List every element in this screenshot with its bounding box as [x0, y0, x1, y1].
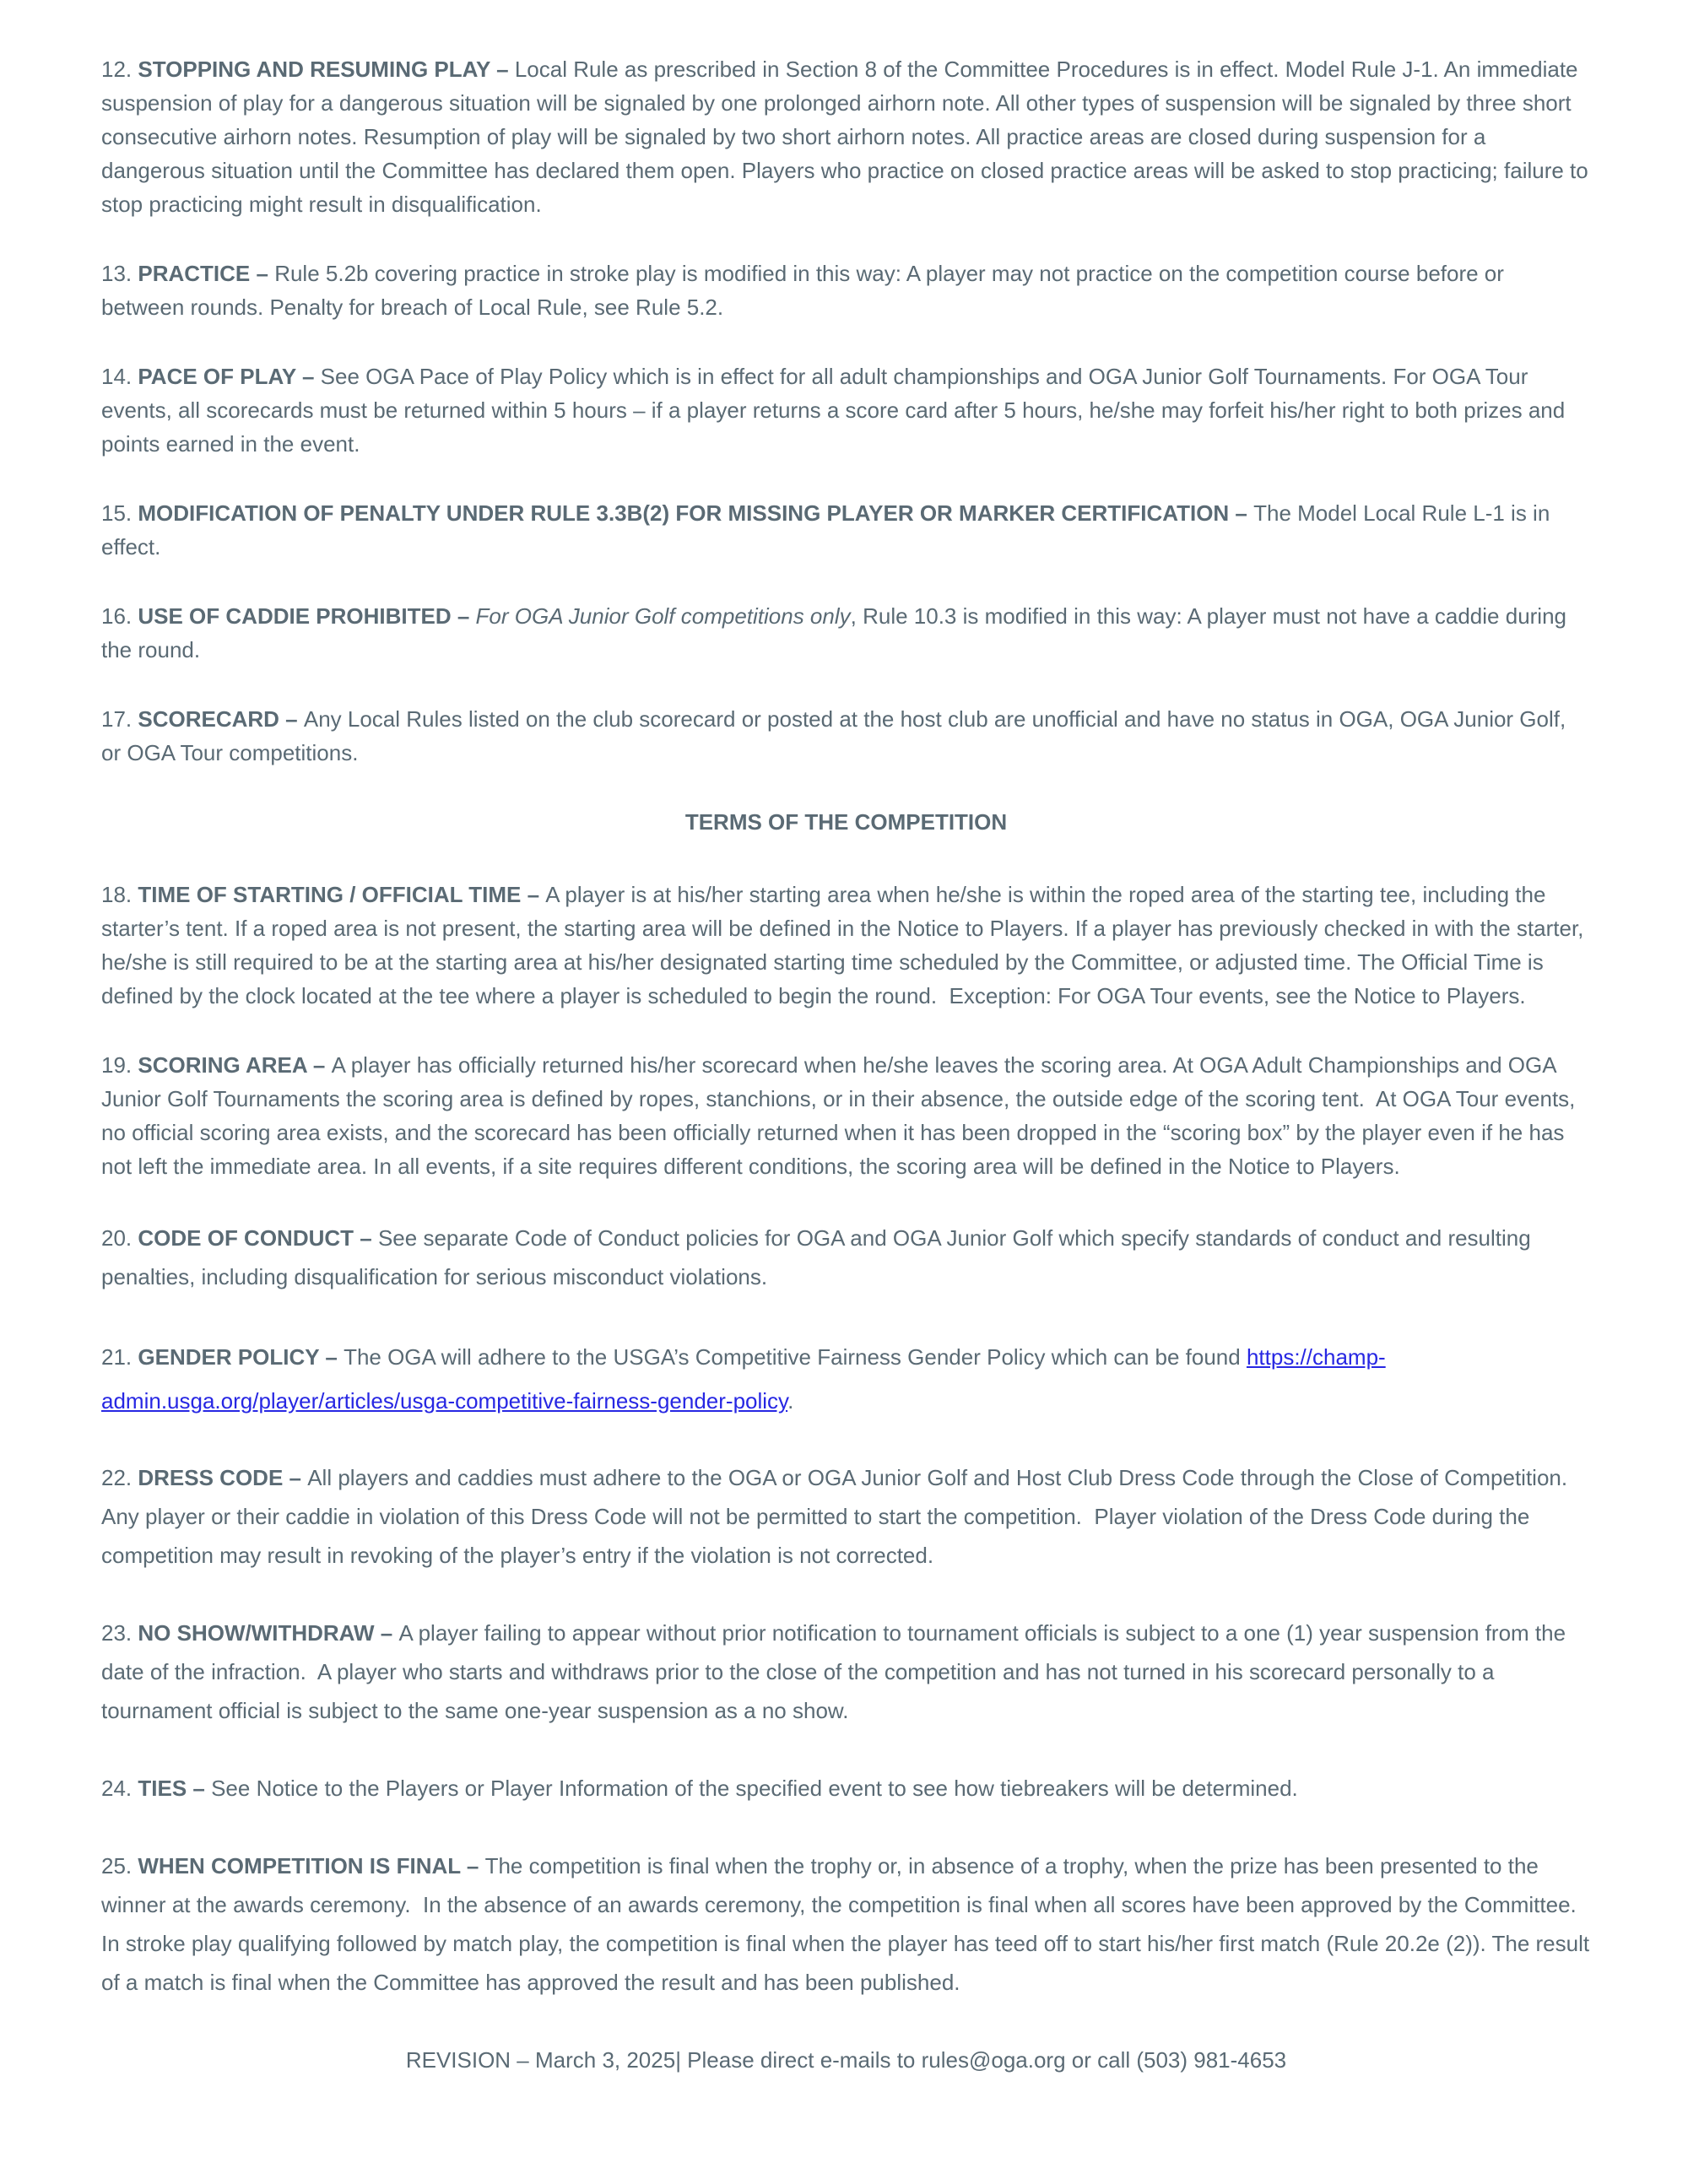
rule-title: PRACTICE – — [138, 261, 275, 286]
rule-number: 18. — [101, 882, 138, 907]
rule-body: The Model Local Rule L-1 is in effect. — [101, 500, 1556, 560]
rule-title: WHEN COMPETITION IS FINAL – — [138, 1853, 485, 1879]
rule-number: 23. — [101, 1620, 138, 1646]
rule-number: 25. — [101, 1853, 138, 1879]
rule-number: 12. — [101, 57, 138, 82]
rule-paragraph-19 — [101, 1048, 1591, 1183]
rule-paragraph-17 — [101, 702, 1591, 770]
rule-body: A player has officially returned his/her scorecard when he/she leaves the scoring area. At OGA Adult Championships and OGA Junior Golf Tournaments the scoring area is defined by ropes, stanchions, or in their absence, the outside edge of the scoring tent. At OGA Tour events, no official scoring area exists, and the scorecard has been officially returned when it has been dropped in the “scoring box” by the player even if he has not left the immediate area. In all events, if a site requires different conditions, the scoring area will be defined in the Notice to Players. — [101, 1052, 1582, 1179]
rule-number: 24. — [101, 1776, 138, 1801]
rule-body: Local Rule as prescribed in Section 8 of the Committee Procedures is in effect. Model Rule J-1. An immediate suspension of play for a dangerous situation will be signaled by one prolonged airhorn note. All other types of suspension will be signaled by three short consecutive airhorn notes. Resumption of play will be signaled by two short airhorn notes. All practice areas are closed during suspension for a dangerous situation until the Committee has declared them open. Players who practice on closed practice areas will be asked to stop practicing; failure to stop practicing might result in disqualification. — [101, 57, 1594, 217]
rule-title: PACE OF PLAY – — [138, 364, 321, 389]
rule-paragraph-15 — [101, 496, 1591, 564]
rule-body: See Notice to the Players or Player Information of the specified event to see how tiebreakers will be determined. — [211, 1776, 1298, 1801]
rule-body: Rule 5.2b covering practice in stroke play is modified in this way: A player may not practice on the competition course before or between rounds. Penalty for breach of Local Rule, see Rule 5.2. — [101, 261, 1511, 320]
rule-body: All players and caddies must adhere to the OGA or OGA Junior Golf and Host Club Dress Code through the Close of Competition. Any player or their caddie in violation of this Dress Code will not be permitted to start the competition. Player violation of the Dress Code during the competition may result in revoking of the player’s entry if the violation is not corrected. — [101, 1465, 1579, 1568]
rule-number: 15. — [101, 500, 138, 526]
gender-policy-link-line1: https://champ- — [1246, 1344, 1386, 1370]
rule-paragraph-22 — [101, 1458, 1591, 1575]
rule-body: , Rule 10.3 is modified in this way: A player must not have a caddie during the round. — [101, 603, 1573, 662]
rule-number: 22. — [101, 1465, 138, 1490]
rule-paragraph-21 — [101, 1335, 1591, 1423]
rule-title: CODE OF CONDUCT – — [138, 1225, 378, 1251]
rule-body: Any Local Rules listed on the club scorecard or posted at the host club are unofficial and have no status in OGA, OGA Junior Golf, or OGA Tour competitions. — [101, 706, 1572, 765]
rule-body: A player failing to appear without prior notification to tournament officials is subject to a one (1) year suspension from the date of the infraction. A player who starts and withdraws prior to the close of the competition and has not turned in his scorecard personally to a tournament official is subject to the same one-year suspension as a no show. — [101, 1620, 1572, 1723]
rule-body-after-link: . — [787, 1388, 794, 1414]
rule-title: SCORECARD – — [138, 706, 304, 732]
rule-body: The competition is final when the trophy or, in absence of a trophy, when the prize has been presented to the winner at the awards ceremony. In the absence of an awards ceremony, the competition is final when all scores have been approved by the Committee. In stroke play qualifying followed by match play, the competition is final when the player has teed off to start his/her first match (Rule 20.2e (2)). The result of a match is final when the Committee has approved the result and has been published. — [101, 1853, 1596, 1995]
rule-number: 17. — [101, 706, 138, 732]
rule-title: DRESS CODE – — [138, 1465, 308, 1490]
rule-number: 13. — [101, 261, 138, 286]
rule-body: A player is at his/her starting area when he/she is within the roped area of the starting tee, including the starter’s tent. If a roped area is not present, the starting area will be defined in the Notice to Players. If a player has previously checked in with the starter, he/she is still required to be at the starting area at his/her designated starting time scheduled by the Committee, or adjusted time. The Official Time is defined by the clock located at the tee where a player is scheduled to begin the round. Exception: For OGA Tour events, see the Notice to Players. — [101, 882, 1590, 1008]
rule-number: 14. — [101, 364, 138, 389]
rule-body: See separate Code of Conduct policies for OGA and OGA Junior Golf which specify standards of conduct and resulting penalties, including disqualification for serious misconduct violations. — [101, 1225, 1537, 1289]
rule-paragraph-25 — [101, 1846, 1596, 2002]
gender-policy-link-line2: admin.usga.org/player/articles/usga-competitive-fairness-gender-policy — [101, 1388, 788, 1414]
rule-paragraph-12 — [101, 52, 1594, 221]
rule-paragraph-24 — [101, 1769, 1591, 1808]
rule-paragraph-13 — [101, 257, 1591, 324]
rule-paragraph-23 — [101, 1614, 1591, 1730]
rule-body: See OGA Pace of Play Policy which is in effect for all adult championships and OGA Junior Golf Tournaments. For OGA Tour events, all scorecards must be returned within 5 hours – if a player returns a score card after 5 hours, he/she may forfeit his/her right to both prizes and points earned in the event. — [101, 364, 1572, 457]
rule-title: MODIFICATION OF PENALTY UNDER RULE 3.3B(2) FOR MISSING PLAYER OR MARKER CERTIFICATION – — [138, 500, 1254, 526]
rule-number: 20. — [101, 1225, 138, 1251]
rule-paragraph-14 — [101, 359, 1591, 461]
footer-revision-line: REVISION – March 3, 2025| Please direct e-mails to rules@oga.org or call (503) 981-4653 — [405, 2047, 1287, 2073]
rule-title: STOPPING AND RESUMING PLAY – — [138, 57, 515, 82]
rule-title: TIES – — [138, 1776, 212, 1801]
rule-title: SCORING AREA – — [138, 1052, 332, 1078]
rule-title: GENDER POLICY – — [138, 1344, 344, 1370]
rule-number: 21. — [101, 1344, 138, 1370]
rule-body: The OGA will adhere to the USGA’s Competitive Fairness Gender Policy which can be found — [344, 1344, 1247, 1370]
rule-title: TIME OF STARTING / OFFICIAL TIME – — [138, 882, 546, 907]
rule-italic-phrase: For OGA Junior Golf competitions only — [475, 603, 851, 629]
rule-paragraph-18 — [101, 878, 1591, 1013]
rule-title: USE OF CADDIE PROHIBITED – — [138, 603, 476, 629]
rule-number: 19. — [101, 1052, 138, 1078]
terms-of-competition-heading: TERMS OF THE COMPETITION — [684, 809, 1008, 835]
rule-number: 16. — [101, 603, 138, 629]
rule-paragraph-16 — [101, 599, 1591, 667]
rule-paragraph-20 — [101, 1219, 1591, 1296]
rule-title: NO SHOW/WITHDRAW – — [138, 1620, 399, 1646]
